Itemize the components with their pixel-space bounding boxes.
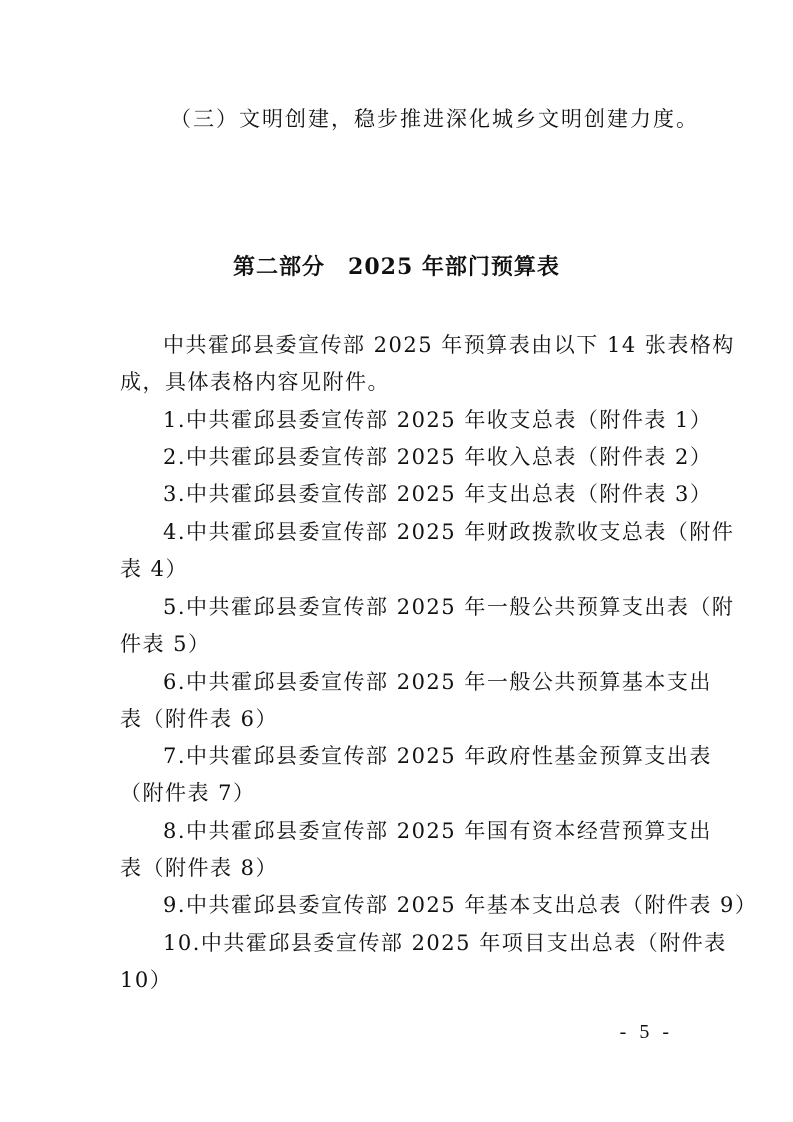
list-item-10: 10.中共霍邱县委宣传部 2025 年项目支出总表（附件表 — [163, 931, 727, 955]
list-item-5: 5.中共霍邱县委宣传部 2025 年一般公共预算支出表（附 — [163, 595, 735, 619]
list-item-8: 8.中共霍邱县委宣传部 2025 年国有资本经营预算支出 — [163, 819, 712, 843]
list-item-7-continued: （附件表 7） — [120, 781, 256, 805]
section-heading: （三）文明创建，稳步推进深化城乡文明创建力度。 — [170, 107, 699, 131]
list-item-7: 7.中共霍邱县委宣传部 2025 年政府性基金预算支出表 — [163, 744, 712, 768]
list-item-3: 3.中共霍邱县委宣传部 2025 年支出总表（附件表 3） — [163, 482, 713, 506]
part-title: 第二部分 2025 年部门预算表 — [233, 254, 560, 280]
list-item-6: 6.中共霍邱县委宣传部 2025 年一般公共预算基本支出 — [163, 670, 712, 694]
list-item-4: 4.中共霍邱县委宣传部 2025 年财政拨款收支总表（附件 — [163, 520, 735, 544]
list-item-6-continued: 表（附件表 6） — [120, 707, 279, 731]
list-item-10-continued: 10） — [120, 968, 173, 992]
list-item-2: 2.中共霍邱县委宣传部 2025 年收入总表（附件表 2） — [163, 445, 713, 469]
intro-line-1: 中共霍邱县委宣传部 2025 年预算表由以下 14 张表格构 — [163, 333, 735, 357]
list-item-8-continued: 表（附件表 8） — [120, 856, 279, 880]
page-number: - 5 - — [619, 1021, 673, 1043]
intro-line-2: 成，具体表格内容见附件。 — [120, 370, 390, 394]
list-item-4-continued: 表 4） — [120, 557, 189, 581]
list-item-1: 1.中共霍邱县委宣传部 2025 年收支总表（附件表 1） — [163, 408, 713, 432]
list-item-5-continued: 件表 5） — [120, 632, 211, 656]
list-item-9: 9.中共霍邱县委宣传部 2025 年基本支出总表（附件表 9） — [163, 893, 758, 917]
